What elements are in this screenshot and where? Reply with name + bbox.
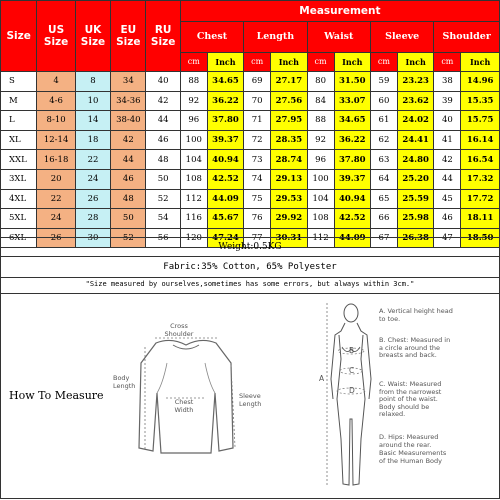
cell-chest-in: 40.94 <box>207 150 243 170</box>
cell-ru: 40 <box>146 72 180 92</box>
cell-ru: 54 <box>146 209 180 229</box>
cell-chest-cm: 92 <box>180 91 207 111</box>
cell-length-in: 27.17 <box>271 72 307 92</box>
cell-chest-cm: 112 <box>180 189 207 209</box>
cell-ru: 56 <box>146 228 180 248</box>
shoulder-header: Shoulder <box>434 22 500 53</box>
cell-length-cm: 73 <box>244 150 271 170</box>
cell-shoulder-in: 18.50 <box>461 228 500 248</box>
cell-sleeve-cm: 59 <box>370 72 397 92</box>
header-row <box>1 1 500 22</box>
cell-ru: 44 <box>146 111 180 131</box>
cell-sleeve-cm: 62 <box>370 130 397 150</box>
cell-waist-in: 34.65 <box>334 111 370 131</box>
cell-uk: 22 <box>75 150 110 170</box>
unit-inch: Inch <box>334 53 370 72</box>
cell-ru: 42 <box>146 91 180 111</box>
eu-size-header: EU Size <box>111 1 146 72</box>
cell-uk: 24 <box>75 169 110 189</box>
cell-chest-cm: 104 <box>180 150 207 170</box>
cell-length-in: 29.53 <box>271 189 307 209</box>
cell-sleeve-in: 24.41 <box>397 130 433 150</box>
unit-cm: cm <box>370 53 397 72</box>
cell-uk: 30 <box>75 228 110 248</box>
cell-eu: 34 <box>111 72 146 92</box>
cell-waist-cm: 104 <box>307 189 334 209</box>
unit-cm: cm <box>434 53 461 72</box>
chest-width-label: Chest Width <box>174 398 194 414</box>
cell-sleeve-in: 25.59 <box>397 189 433 209</box>
cell-chest-in: 42.52 <box>207 169 243 189</box>
table-row <box>1 209 500 229</box>
cell-chest-cm: 116 <box>180 209 207 229</box>
cell-waist-in: 39.37 <box>334 169 370 189</box>
cell-sleeve-in: 25.98 <box>397 209 433 229</box>
instruction-caption: Basic Measurements of the Human Body <box>379 449 447 465</box>
size-chart-table <box>0 0 500 248</box>
cell-eu: 50 <box>111 209 146 229</box>
cell-us: 20 <box>37 169 75 189</box>
how-to-measure-panel <box>0 293 500 499</box>
measurement-header: Measurement <box>180 1 499 22</box>
cell-ru: 48 <box>146 150 180 170</box>
cell-shoulder-cm: 47 <box>434 228 461 248</box>
cell-size: 4XL <box>1 189 37 209</box>
unit-inch: Inch <box>207 53 243 72</box>
cell-eu: 34-36 <box>111 91 146 111</box>
cell-waist-cm: 100 <box>307 169 334 189</box>
size-header: Size <box>1 1 37 72</box>
cell-ru: 52 <box>146 189 180 209</box>
cell-size: 5XL <box>1 209 37 229</box>
body-letter-d: D <box>349 386 355 395</box>
instruction-d: D. Hips: Measured around the rear. <box>379 433 439 449</box>
cell-length-cm: 75 <box>244 189 271 209</box>
cell-waist-in: 44.09 <box>334 228 370 248</box>
unit-cm: cm <box>244 53 271 72</box>
cell-sleeve-in: 23.62 <box>397 91 433 111</box>
cell-shoulder-cm: 42 <box>434 150 461 170</box>
cell-eu: 48 <box>111 189 146 209</box>
cell-size: XL <box>1 130 37 150</box>
cell-shoulder-cm: 38 <box>434 72 461 92</box>
cell-chest-in: 45.67 <box>207 209 243 229</box>
cell-eu: 42 <box>111 130 146 150</box>
table-row <box>1 111 500 131</box>
sleeve-length-label: Sleeve Length <box>239 392 262 408</box>
cell-length-cm: 72 <box>244 130 271 150</box>
length-header: Length <box>244 22 307 53</box>
cell-sleeve-in: 24.80 <box>397 150 433 170</box>
cell-shoulder-in: 15.35 <box>461 91 500 111</box>
cell-us: 4-6 <box>37 91 75 111</box>
table-row <box>1 189 500 209</box>
cell-chest-in: 36.22 <box>207 91 243 111</box>
us-size-header: US Size <box>37 1 75 72</box>
cell-length-in: 28.74 <box>271 150 307 170</box>
cell-shoulder-in: 17.32 <box>461 169 500 189</box>
table-row <box>1 72 500 92</box>
cell-sleeve-cm: 61 <box>370 111 397 131</box>
cell-length-cm: 69 <box>244 72 271 92</box>
cell-chest-in: 47.24 <box>207 228 243 248</box>
body-letter-c: C <box>349 366 355 375</box>
instruction-c: C. Waist: Measured from the narrowest point of the waist. Body should be relaxed. <box>379 380 442 418</box>
cell-sleeve-in: 25.20 <box>397 169 433 189</box>
cell-waist-cm: 88 <box>307 111 334 131</box>
cell-length-in: 29.13 <box>271 169 307 189</box>
cell-uk: 28 <box>75 209 110 229</box>
cell-length-cm: 74 <box>244 169 271 189</box>
table-row <box>1 150 500 170</box>
cell-waist-cm: 80 <box>307 72 334 92</box>
cell-waist-in: 31.50 <box>334 72 370 92</box>
cell-sleeve-cm: 66 <box>370 209 397 229</box>
cell-waist-cm: 108 <box>307 209 334 229</box>
cell-shoulder-cm: 39 <box>434 91 461 111</box>
cell-length-cm: 77 <box>244 228 271 248</box>
cell-shoulder-in: 14.96 <box>461 72 500 92</box>
cell-size: 3XL <box>1 169 37 189</box>
cell-size: L <box>1 111 37 131</box>
cell-size: S <box>1 72 37 92</box>
how-to-measure-title: How To Measure <box>9 389 104 402</box>
cell-shoulder-cm: 41 <box>434 130 461 150</box>
cell-us: 8-10 <box>37 111 75 131</box>
uk-size-header: UK Size <box>75 1 110 72</box>
cell-uk: 26 <box>75 189 110 209</box>
cell-waist-in: 40.94 <box>334 189 370 209</box>
cell-chest-in: 44.09 <box>207 189 243 209</box>
cell-us: 26 <box>37 228 75 248</box>
cell-shoulder-in: 17.72 <box>461 189 500 209</box>
cell-eu: 38-40 <box>111 111 146 131</box>
fabric-line: Fabric:35% Cotton, 65% Polyester <box>0 256 500 278</box>
cell-us: 12-14 <box>37 130 75 150</box>
cell-shoulder-cm: 40 <box>434 111 461 131</box>
ru-size-header: RU Size <box>146 1 180 72</box>
cell-eu: 44 <box>111 150 146 170</box>
cell-length-cm: 70 <box>244 91 271 111</box>
cell-size: 6XL <box>1 228 37 248</box>
cell-waist-in: 37.80 <box>334 150 370 170</box>
measurement-note: "Size measured by ourselves,sometimes has some errors, but always within 3cm." <box>0 276 500 294</box>
unit-cm: cm <box>180 53 207 72</box>
cell-ru: 46 <box>146 130 180 150</box>
cell-shoulder-cm: 44 <box>434 169 461 189</box>
cell-waist-cm: 92 <box>307 130 334 150</box>
cell-uk: 10 <box>75 91 110 111</box>
cell-waist-cm: 112 <box>307 228 334 248</box>
cell-waist-cm: 96 <box>307 150 334 170</box>
cell-ru: 50 <box>146 169 180 189</box>
cell-chest-cm: 120 <box>180 228 207 248</box>
body-figure-icon <box>321 299 381 494</box>
cell-waist-in: 42.52 <box>334 209 370 229</box>
body-length-label: Body Length <box>113 374 136 390</box>
cell-waist-cm: 84 <box>307 91 334 111</box>
cell-chest-cm: 100 <box>180 130 207 150</box>
cell-length-in: 27.95 <box>271 111 307 131</box>
cell-sleeve-in: 23.23 <box>397 72 433 92</box>
chest-header: Chest <box>180 22 243 53</box>
cell-eu: 52 <box>111 228 146 248</box>
cell-length-in: 29.92 <box>271 209 307 229</box>
cell-us: 4 <box>37 72 75 92</box>
cell-waist-in: 33.07 <box>334 91 370 111</box>
cell-uk: 18 <box>75 130 110 150</box>
cell-us: 22 <box>37 189 75 209</box>
cell-sleeve-cm: 67 <box>370 228 397 248</box>
unit-inch: Inch <box>397 53 433 72</box>
cell-shoulder-in: 15.75 <box>461 111 500 131</box>
cell-shoulder-in: 16.54 <box>461 150 500 170</box>
cell-length-cm: 76 <box>244 209 271 229</box>
unit-cm: cm <box>307 53 334 72</box>
cell-uk: 14 <box>75 111 110 131</box>
cell-chest-cm: 96 <box>180 111 207 131</box>
cell-shoulder-in: 16.14 <box>461 130 500 150</box>
weight-line: Weight:0.5KG <box>0 237 500 256</box>
unit-inch: Inch <box>271 53 307 72</box>
cell-size: XXL <box>1 150 37 170</box>
unit-inch: Inch <box>461 53 500 72</box>
cross-shoulder-label: Cross Shoulder <box>164 322 194 338</box>
cell-waist-in: 36.22 <box>334 130 370 150</box>
cell-uk: 8 <box>75 72 110 92</box>
cell-sleeve-cm: 64 <box>370 169 397 189</box>
cell-chest-in: 37.80 <box>207 111 243 131</box>
cell-eu: 46 <box>111 169 146 189</box>
cell-us: 24 <box>37 209 75 229</box>
cell-us: 16-18 <box>37 150 75 170</box>
cell-size: M <box>1 91 37 111</box>
table-row <box>1 91 500 111</box>
cell-sleeve-in: 24.02 <box>397 111 433 131</box>
waist-header: Waist <box>307 22 370 53</box>
cell-sleeve-in: 26.38 <box>397 228 433 248</box>
cell-sleeve-cm: 63 <box>370 150 397 170</box>
cell-sleeve-cm: 60 <box>370 91 397 111</box>
instruction-b: B. Chest: Measured in a circle around the breasts and back. <box>379 336 451 359</box>
cell-shoulder-in: 18.11 <box>461 209 500 229</box>
cell-length-in: 27.56 <box>271 91 307 111</box>
cell-length-in: 28.35 <box>271 130 307 150</box>
cell-chest-cm: 108 <box>180 169 207 189</box>
body-letter-b: B <box>349 346 355 355</box>
cell-chest-cm: 88 <box>180 72 207 92</box>
table-row <box>1 169 500 189</box>
cell-shoulder-cm: 46 <box>434 209 461 229</box>
cell-length-cm: 71 <box>244 111 271 131</box>
cell-shoulder-cm: 45 <box>434 189 461 209</box>
table-row <box>1 130 500 150</box>
cell-sleeve-cm: 65 <box>370 189 397 209</box>
body-letter-a: A <box>319 374 325 383</box>
sleeve-header: Sleeve <box>370 22 433 53</box>
instruction-a: A. Vertical height head to toe. <box>379 307 453 323</box>
cell-length-in: 30.31 <box>271 228 307 248</box>
cell-chest-in: 39.37 <box>207 130 243 150</box>
cell-chest-in: 34.65 <box>207 72 243 92</box>
